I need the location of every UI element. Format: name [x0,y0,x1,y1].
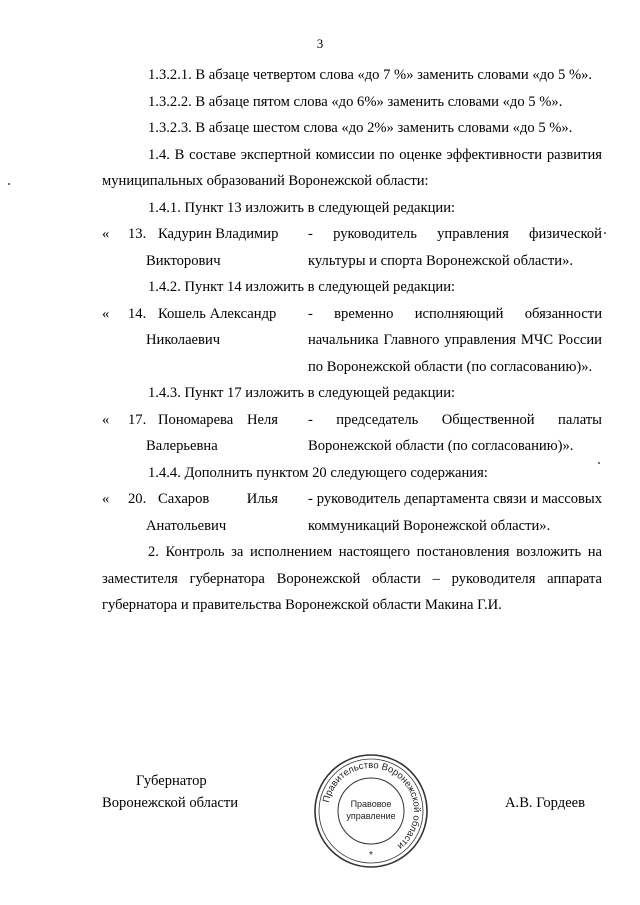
member-role: - председатель Общественной палаты Воронежской области (по согласованию)». [308,411,602,454]
member-surname: Пономарева [158,411,234,428]
member-role: - руководитель управления физической культуры и спорта Воронежской области». [308,226,602,269]
member-name-line1-wrap [102,486,308,513]
scan-speck [598,462,600,464]
paragraph-1-4-4: 1.4.4. Дополнить пунктом 20 следующего содержания: [148,464,488,481]
document-body [102,62,602,619]
member-name-line1: Кадурин Владимир [158,226,279,242]
member-entry-20 [102,486,602,539]
member-name-line1: Кошель Александр [158,305,277,322]
member-name [102,486,308,539]
member-name-line1-wrap [102,407,308,434]
member-number: 14. [128,305,147,322]
seal-stamp [312,752,430,870]
member-entry-17 [102,407,602,460]
member-role: - руководитель департамента связи и массовых коммуникаций Воронежской области». [308,491,602,534]
member-name-line2: Валерьевна [146,438,218,454]
member-first-name: Неля [246,411,278,428]
stamp-star: * [369,850,373,861]
signatory-title [102,770,238,814]
open-quote: « [102,226,110,242]
paragraph-1-4-3: 1.4.3. Пункт 17 изложить в следующей редакции: [148,385,456,401]
member-name [102,407,308,460]
paragraph-1-3-2-1: 1.3.2.1. В абзаце четвертом слова «до 7 %» заменить словами «до 5 %». [148,67,593,83]
open-quote: « [102,491,110,507]
member-name-line2: Викторович [146,252,221,269]
member-name-line2: Николаевич [146,332,221,348]
signatory-title-line2: Воронежской области [102,795,239,811]
member-first-name: Илья [246,491,278,507]
paragraph-1-4: 1.4. В составе экспертной комиссии по оценке эффективности развития муниципальных образований Воронежской области: [102,146,602,189]
stamp-ring-text: Правительство Воронежской области [320,759,423,852]
signatory-name: А.В. Гордеев [505,795,586,811]
stamp-center-line2: управление [346,811,396,821]
member-entry-14 [102,301,602,381]
scan-speck [604,232,606,234]
paragraph-1-4-1: 1.4.1. Пункт 13 изложить в следующей редакции: [148,199,456,216]
paragraph-1-4-2: 1.4.2. Пункт 14 изложить в следующей редакции: [148,279,456,295]
page-number: 3 [316,36,324,51]
member-surname: Сахаров [158,491,210,507]
member-number: 13. [128,226,147,242]
member-entry-13 [102,221,602,274]
scan-speck [8,183,10,185]
paragraph-1-3-2-2: 1.3.2.2. В абзаце пятом слова «до 6%» заменить словами «до 5 %». [148,93,563,110]
open-quote: « [102,305,110,322]
paragraph-1-3-2-3: 1.3.2.3. В абзаце шестом слова «до 2%» заменить словами «до 5 %». [148,120,573,136]
paragraph-2: 2. Контроль за исполнением настоящего постановления возложить на заместителя губернатора Воронежской области – руководителя аппарата губернатора и правительства Воронежской области Макина Г.И. [102,544,602,613]
member-number: 17. [128,411,147,428]
open-quote: « [102,411,110,428]
member-role: - временно исполняющий обязанности начальника Главного управления МЧС России по Воронежской области (по согласованию)». [308,305,602,375]
member-name [102,301,308,381]
member-number: 20. [128,491,147,507]
member-name [102,221,308,274]
member-name-line2: Анатольевич [146,517,227,534]
signatory-title-line1: Губернатор [136,773,207,789]
stamp-center-line1: Правовое [350,799,392,809]
